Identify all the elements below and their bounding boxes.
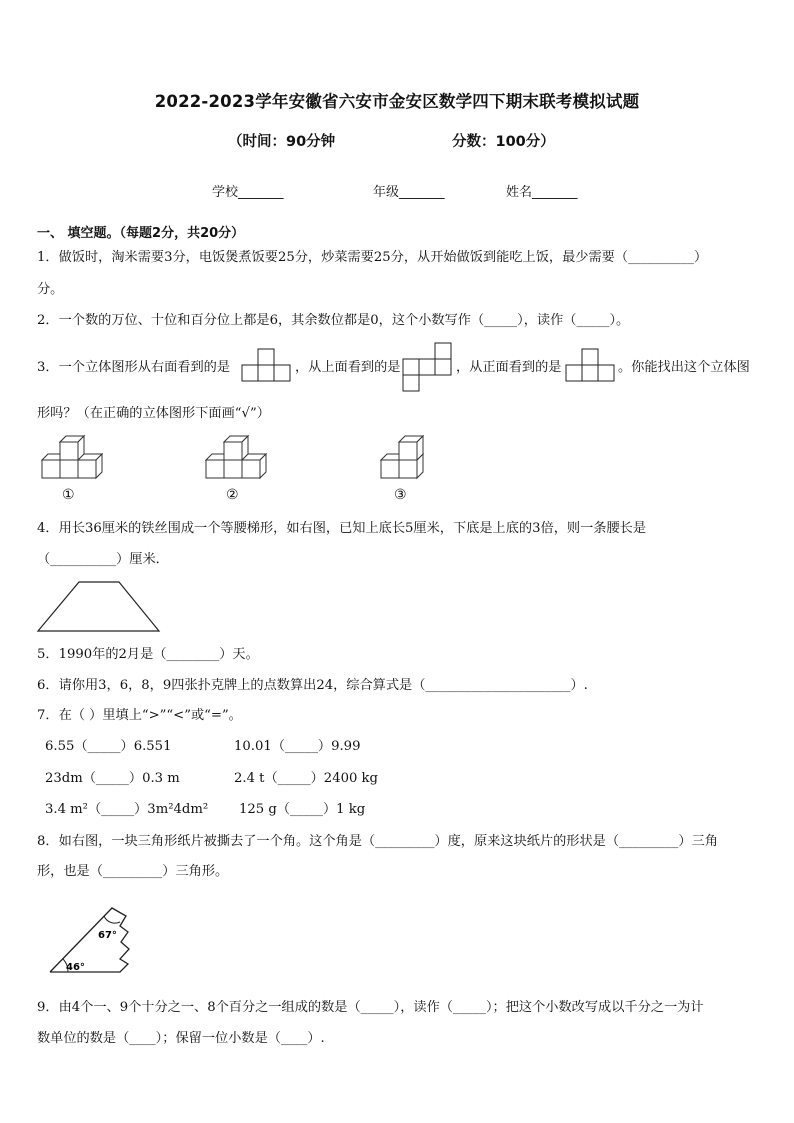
- q7-item-6: 125 g（_____）1 kg: [239, 802, 366, 817]
- question-8-line2: 形，也是（_________）三角形。: [37, 864, 229, 879]
- section-heading: 一、 填空题。（每题2分，共20分）: [37, 226, 245, 241]
- option-3-label: ③: [394, 487, 407, 503]
- trapezoid-figure: [37, 580, 161, 634]
- torn-triangle-figure: [48, 904, 134, 976]
- question-3-part5: 形吗？（在正确的立体图形下面画“√”）: [37, 406, 270, 421]
- question-2: 2．一个数的万位、十位和百分位上都是6，其余数位都是0，这个小数写作（_____），读作（_____）。: [37, 313, 630, 328]
- school-field: 学校_______: [212, 185, 284, 200]
- front-view-figure: [565, 349, 617, 383]
- exam-score: 分数：100分）: [452, 134, 555, 150]
- solid-figure-1: [37, 436, 107, 484]
- q7-item-4: 2.4 t（_____）2400 kg: [234, 771, 378, 786]
- grade-field: 年级_______: [373, 185, 445, 200]
- page-title: 2022-2023学年安徽省六安市金安区数学四下期末联考模拟试题: [154, 92, 640, 111]
- question-3-part2: ，从上面看到的是: [295, 360, 401, 375]
- q7-item-3: 23dm（_____）0.3 m: [45, 771, 180, 786]
- solid-figure-2: [201, 436, 273, 484]
- top-view-figure: [402, 342, 454, 392]
- question-1-line1: 1．做饭时，淘米需要3分，电饭煲煮饭要25分，炒菜需要25分，从开始做饭到能吃上饭，最少需要（__________）: [37, 250, 708, 265]
- q7-item-2: 10.01（_____）9.99: [234, 739, 361, 754]
- option-2-label: ②: [226, 487, 239, 503]
- exam-time: （时间：90分钟: [228, 134, 336, 150]
- question-1-line2: 分。: [37, 282, 64, 297]
- question-9-line1: 9．由4个一、9个十分之一、8个百分之一组成的数是（_____），读作（_____）；把这个小数改写成以千分之一为计: [37, 1000, 704, 1015]
- question-7: 7．在（ ）里填上“>”“<”或“=”。: [37, 708, 242, 723]
- question-4-line2: （__________）厘米．: [37, 552, 169, 567]
- option-1-label: ①: [62, 487, 75, 503]
- question-3-part3: ，从正面看到的是: [456, 360, 562, 375]
- name-field: 姓名_______: [506, 185, 578, 200]
- solid-figure-3: [378, 436, 432, 484]
- question-3-part4: 。你能找出这个立体图: [618, 360, 750, 375]
- right-view-figure: [241, 349, 293, 383]
- question-5: 5．1990年的2月是（________）天。: [37, 647, 259, 662]
- question-6: 6．请你用3，6，8，9四张扑克牌上的点数算出24，综合算式是（______________________）.: [37, 678, 588, 693]
- q7-item-5: 3.4 m²（_____）3m²4dm²: [45, 802, 209, 817]
- question-4-line1: 4．用长36厘米的铁丝围成一个等腰梯形，如右图，已知上底长5厘米，下底是上底的3倍，则一条腰长是: [37, 521, 647, 536]
- angle-46-label: 46°: [66, 962, 85, 973]
- question-3-part1: 3．一个立体图形从右面看到的是: [37, 360, 231, 375]
- question-8-line1: 8．如右图，一块三角形纸片被撕去了一个角。这个角是（_________）度，原来这块纸片的形状是（_________）三角: [37, 834, 718, 849]
- question-9-line2: 数单位的数是（____）；保留一位小数是（____）.: [37, 1031, 325, 1046]
- q7-item-1: 6.55（_____）6.551: [45, 739, 172, 754]
- angle-67-label: 67°: [98, 930, 117, 941]
